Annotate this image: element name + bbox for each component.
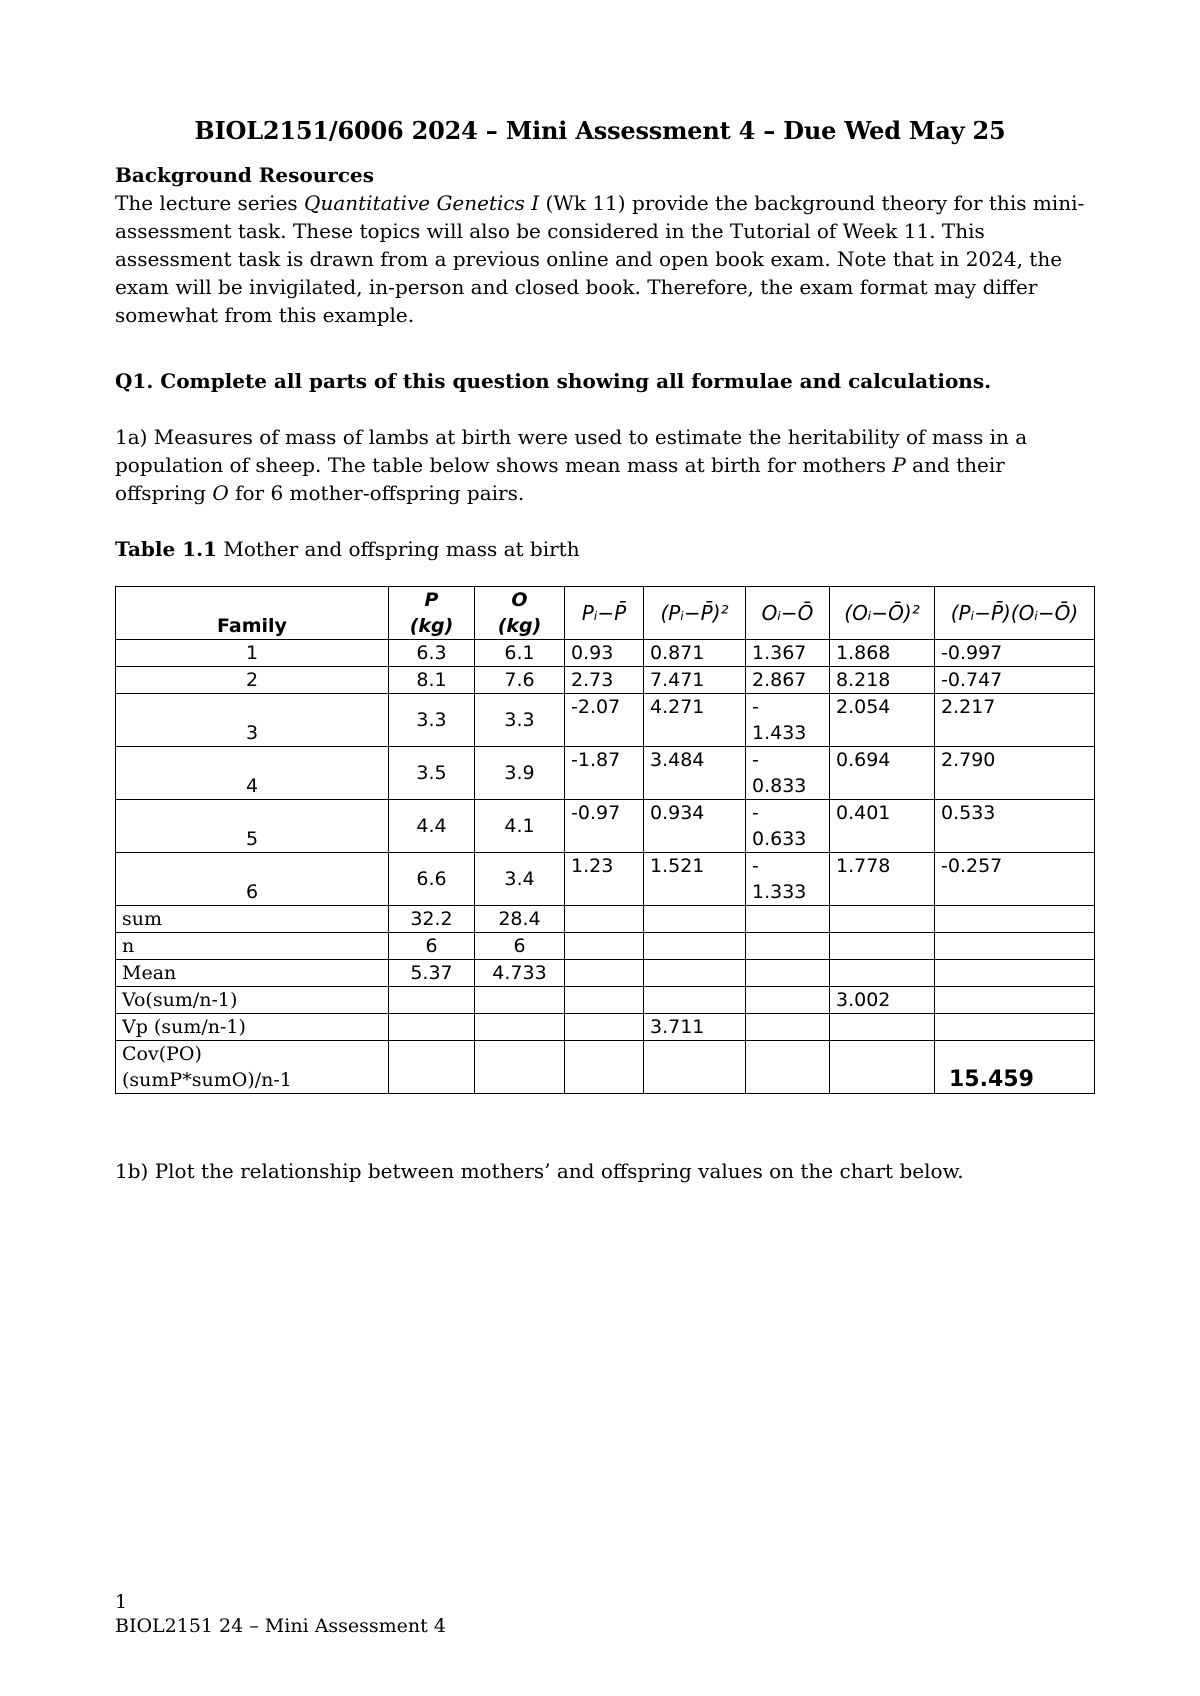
cell-odev2: 0.694 xyxy=(830,747,935,800)
cov-label-line1: Cov(PO) xyxy=(122,1043,202,1065)
header-p-symbol: P xyxy=(424,589,439,611)
summary-p: 5.37 xyxy=(389,960,475,987)
cell-o: 6.1 xyxy=(475,640,565,667)
cell-o: 3.4 xyxy=(475,853,565,906)
cell-family: 2 xyxy=(116,667,389,694)
cell-family: 4 xyxy=(116,747,389,800)
summary-label: Mean xyxy=(116,960,389,987)
header-o-unit: (kg) xyxy=(497,615,542,637)
cell-odev2: 8.218 xyxy=(830,667,935,694)
cov-value: 15.459 xyxy=(935,1041,1095,1094)
cell-p: 8.1 xyxy=(389,667,475,694)
cell-pdev: -0.97 xyxy=(565,800,644,853)
cell-pdev2: 0.871 xyxy=(644,640,746,667)
cell-pdev: -2.07 xyxy=(565,694,644,747)
table-row xyxy=(116,853,1095,906)
summary-label: Vo(sum/n-1) xyxy=(116,987,389,1014)
table-row xyxy=(116,667,1095,694)
cell-odev2: 1.868 xyxy=(830,640,935,667)
table-row xyxy=(116,747,1095,800)
cell-o: 7.6 xyxy=(475,667,565,694)
document-title: BIOL2151/6006 2024 – Mini Assessment 4 – Due Wed May 25 xyxy=(194,116,1006,145)
cell-odev-sign: - xyxy=(752,696,759,718)
summary-p: 32.2 xyxy=(389,906,475,933)
cell-family: 5 xyxy=(116,800,389,853)
summary-o: 4.733 xyxy=(475,960,565,987)
cell-odev xyxy=(746,694,830,747)
cell-product: -0.257 xyxy=(935,853,1095,906)
q1a-symbol-p: P xyxy=(892,453,906,477)
cell-odev-value: 0.633 xyxy=(752,828,807,850)
cell-odev: 2.867 xyxy=(746,667,830,694)
table-row xyxy=(116,800,1095,853)
cell-odev xyxy=(746,747,830,800)
q1-text: . Complete all parts of this question showing all formulae and calculations. xyxy=(146,369,992,393)
mass-table xyxy=(115,586,1095,1094)
header-o xyxy=(475,587,565,640)
background-paragraph xyxy=(115,189,1090,329)
table-row xyxy=(116,694,1095,747)
summary-row-mean xyxy=(116,960,1095,987)
cell-odev-sign: - xyxy=(752,855,759,877)
cell-odev-value: 0.833 xyxy=(752,775,807,797)
cell-odev2: 0.401 xyxy=(830,800,935,853)
summary-row-sum xyxy=(116,906,1095,933)
cell-p: 6.6 xyxy=(389,853,475,906)
cell-odev-value: 1.433 xyxy=(752,722,807,744)
page-number: 1 xyxy=(115,1591,128,1613)
summary-label: Vp (sum/n-1) xyxy=(116,1014,389,1041)
background-section xyxy=(115,161,1090,329)
header-o-symbol: O xyxy=(511,589,528,611)
vo-value: 3.002 xyxy=(830,987,935,1014)
summary-label: n xyxy=(116,933,389,960)
cell-odev2: 2.054 xyxy=(830,694,935,747)
q1a-paragraph xyxy=(115,423,1090,507)
background-heading: Background Resources xyxy=(115,163,374,187)
cell-pdev2: 1.521 xyxy=(644,853,746,906)
header-pdev: Pᵢ−P̄ xyxy=(565,587,644,640)
q1a-text-mid: and their offspring xyxy=(115,453,1005,505)
cell-pdev: 1.23 xyxy=(565,853,644,906)
cell-o: 4.1 xyxy=(475,800,565,853)
header-family: Family xyxy=(116,587,389,640)
header-p-unit: (kg) xyxy=(409,615,454,637)
summary-row-cov xyxy=(116,1041,1095,1094)
table-caption xyxy=(115,535,1090,563)
lecture-series-name: Quantitative Genetics I xyxy=(304,191,540,215)
table-header-row xyxy=(116,587,1095,640)
summary-row-vo xyxy=(116,987,1095,1014)
q1-label: Q1 xyxy=(115,369,147,393)
cell-odev xyxy=(746,800,830,853)
header-odev: Oᵢ−Ō xyxy=(746,587,830,640)
table-caption-text: Mother and offspring mass at birth xyxy=(217,537,580,561)
cell-p: 6.3 xyxy=(389,640,475,667)
cell-odev-sign: - xyxy=(752,802,759,824)
cell-o: 3.3 xyxy=(475,694,565,747)
cell-odev2: 1.778 xyxy=(830,853,935,906)
q1-instruction xyxy=(115,367,1090,395)
cell-family: 3 xyxy=(116,694,389,747)
cell-odev xyxy=(746,853,830,906)
cell-o: 3.9 xyxy=(475,747,565,800)
header-p xyxy=(389,587,475,640)
cell-product: -0.997 xyxy=(935,640,1095,667)
cell-pdev2: 4.271 xyxy=(644,694,746,747)
footer-text: BIOL2151 24 – Mini Assessment 4 xyxy=(115,1615,446,1637)
cell-product: 2.217 xyxy=(935,694,1095,747)
background-text-pre: The lecture series xyxy=(115,191,305,215)
header-pdev2: (Pᵢ−P̄)² xyxy=(644,587,746,640)
summary-o: 6 xyxy=(475,933,565,960)
header-odev2: (Oᵢ−Ō)² xyxy=(830,587,935,640)
q1a-text-pre: 1a) Measures of mass of lambs at birth were used to estimate the heritability of mass in a population of sheep. The table below shows mean mass at birth for mothers xyxy=(115,425,1028,477)
cell-product: 2.790 xyxy=(935,747,1095,800)
cell-pdev: 0.93 xyxy=(565,640,644,667)
header-product: (Pᵢ−P̄)(Oᵢ−Ō) xyxy=(935,587,1095,640)
summary-label: sum xyxy=(116,906,389,933)
cell-pdev2: 7.471 xyxy=(644,667,746,694)
cov-label-line2: (sumP*sumO)/n-1 xyxy=(122,1069,292,1091)
cell-pdev: 2.73 xyxy=(565,667,644,694)
cell-p: 3.5 xyxy=(389,747,475,800)
cell-family: 1 xyxy=(116,640,389,667)
summary-label xyxy=(116,1041,389,1094)
cell-odev-sign: - xyxy=(752,749,759,771)
cell-product: 0.533 xyxy=(935,800,1095,853)
cell-pdev: -1.87 xyxy=(565,747,644,800)
table-row xyxy=(116,640,1095,667)
q1b-paragraph: 1b) Plot the relationship between mothers’ and offspring values on the chart below. xyxy=(115,1159,964,1183)
vp-value: 3.711 xyxy=(644,1014,746,1041)
summary-o: 28.4 xyxy=(475,906,565,933)
cell-product: -0.747 xyxy=(935,667,1095,694)
cell-pdev2: 3.484 xyxy=(644,747,746,800)
summary-p: 6 xyxy=(389,933,475,960)
cell-p: 3.3 xyxy=(389,694,475,747)
cell-odev-value: 1.333 xyxy=(752,881,807,903)
summary-row-vp xyxy=(116,1014,1095,1041)
summary-row-n xyxy=(116,933,1095,960)
background-text-post: (Wk 11) provide the background theory for this mini-assessment task. These topics will also be considered in the Tutorial of Week 11. This assessment task is drawn from a previous online and open book exam. Note that in 2024, the exam will be invigilated, in-person and closed book. Therefore, the exam format may differ somewhat from this example. xyxy=(115,191,1085,327)
cell-odev: 1.367 xyxy=(746,640,830,667)
q1a-symbol-o: O xyxy=(212,481,229,505)
q1a-text-post: for 6 mother-offspring pairs. xyxy=(228,481,525,505)
cell-family: 6 xyxy=(116,853,389,906)
table-caption-label: Table 1.1 xyxy=(115,537,217,561)
cell-p: 4.4 xyxy=(389,800,475,853)
cell-pdev2: 0.934 xyxy=(644,800,746,853)
